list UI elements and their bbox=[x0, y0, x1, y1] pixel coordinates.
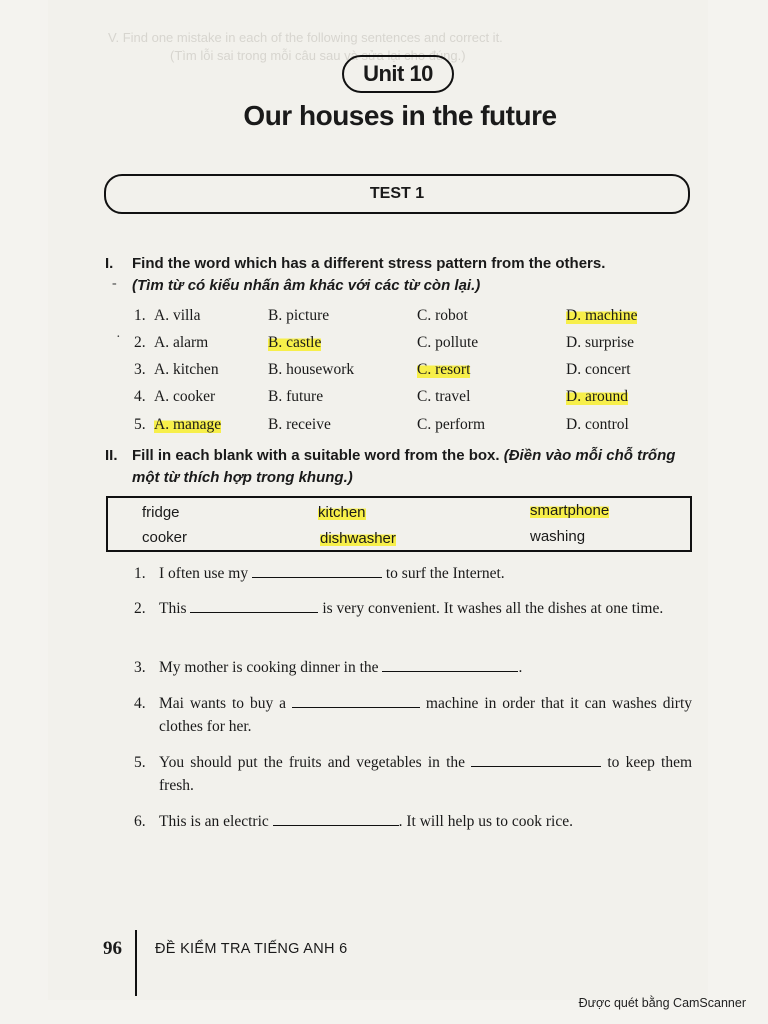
answer-blank[interactable] bbox=[471, 752, 601, 767]
question-number: 1. bbox=[134, 307, 146, 324]
option-a: A. villa bbox=[154, 307, 201, 324]
question-row bbox=[134, 388, 694, 410]
option-a-highlighted: A. manage bbox=[154, 416, 222, 433]
question-number: 4. bbox=[134, 388, 146, 405]
answer-blank[interactable] bbox=[190, 598, 318, 613]
item-number: 6. bbox=[134, 813, 146, 830]
section-2-translation: trống một từ thích hợp trong khung.) bbox=[132, 447, 676, 486]
box-word: fridge bbox=[142, 504, 180, 521]
option-b: B. receive bbox=[268, 416, 331, 433]
test-label: TEST 1 bbox=[104, 174, 690, 214]
question-row bbox=[134, 361, 694, 383]
box-word-highlighted: dishwasher bbox=[320, 530, 396, 547]
scanner-watermark: Được quét bằng CamScanner bbox=[578, 996, 746, 1010]
fill-item bbox=[134, 751, 692, 797]
item-number: 2. bbox=[134, 600, 146, 617]
option-a: A. kitchen bbox=[154, 361, 219, 378]
section-1-heading bbox=[105, 253, 695, 297]
item-text: This is an electric bbox=[159, 813, 269, 830]
option-b: B. picture bbox=[268, 307, 330, 324]
item-text: This bbox=[159, 600, 187, 617]
question-row bbox=[134, 416, 694, 438]
bleed-through-decoration: V. Find one mistake in each of the following sentences and correct it. bbox=[108, 30, 503, 45]
item-text: to surf the Internet. bbox=[385, 565, 505, 582]
pen-mark: · bbox=[116, 330, 121, 345]
item-text: Mai wants to buy a bbox=[159, 695, 287, 712]
book-title: ĐỀ KIỂM TRA TIẾNG ANH 6 bbox=[155, 941, 348, 957]
fill-item bbox=[134, 562, 692, 585]
box-word-highlighted: kitchen bbox=[318, 504, 366, 521]
footer-divider bbox=[135, 930, 137, 996]
option-c-highlighted: C. resort bbox=[417, 361, 471, 378]
option-c: C. robot bbox=[417, 307, 468, 324]
item-text: . It will help us to cook rice. bbox=[398, 813, 573, 830]
item-number: 5. bbox=[134, 754, 146, 771]
item-text: You should put the fruits and vegetables in the bbox=[159, 754, 466, 771]
option-a: A. cooker bbox=[154, 388, 216, 405]
item-number: 1. bbox=[134, 565, 146, 582]
word-box bbox=[106, 496, 692, 552]
option-b: B. housework bbox=[268, 361, 355, 378]
section-2-number: II. bbox=[105, 447, 118, 464]
question-row bbox=[134, 307, 694, 329]
bleed-through-decoration: (Tìm lỗi sai trong mỗi câu sau và sửa lại cho đúng.) bbox=[170, 48, 466, 63]
option-c: C. travel bbox=[417, 388, 471, 405]
option-d: D. concert bbox=[566, 361, 631, 378]
section-1-number: I. bbox=[105, 255, 114, 272]
box-word: cooker bbox=[142, 529, 188, 546]
answer-blank[interactable] bbox=[382, 657, 518, 672]
answer-blank[interactable] bbox=[252, 563, 382, 578]
fill-item bbox=[134, 597, 692, 620]
page-number: 96 bbox=[103, 938, 122, 959]
box-word: washing bbox=[530, 528, 586, 545]
question-number: 3. bbox=[134, 361, 146, 378]
fill-item bbox=[134, 692, 692, 738]
option-a: A. alarm bbox=[154, 334, 209, 351]
item-number: 4. bbox=[134, 695, 146, 712]
unit-label: Unit 10 bbox=[342, 55, 454, 93]
item-text: My mother is cooking dinner in the bbox=[159, 659, 379, 676]
section-2-heading bbox=[105, 445, 695, 489]
question-number: 5. bbox=[134, 416, 146, 433]
item-text: to keep them fresh. bbox=[159, 754, 693, 794]
section-2-instruction: Fill in each blank with a suitable word from the box. bbox=[132, 447, 500, 464]
fill-item bbox=[134, 656, 692, 679]
item-text: I often use my bbox=[159, 565, 249, 582]
option-d-highlighted: D. machine bbox=[566, 307, 638, 324]
page-title: Our houses in the future bbox=[243, 100, 557, 131]
option-d-highlighted: D. around bbox=[566, 388, 628, 405]
answer-blank[interactable] bbox=[292, 693, 420, 708]
section-1-translation: (Tìm từ có kiểu nhấn âm khác với các từ còn lại.) bbox=[132, 277, 481, 294]
question-number: 2. bbox=[134, 334, 146, 351]
item-number: 3. bbox=[134, 659, 146, 676]
option-c: C. perform bbox=[417, 416, 486, 433]
option-b-highlighted: B. castle bbox=[268, 334, 322, 351]
section-2-translation: (Điền vào mỗi chỗ bbox=[503, 447, 633, 464]
item-text: is very convenient. It washes all the dishes at one time. bbox=[322, 600, 664, 617]
pen-mark: - bbox=[112, 276, 117, 291]
option-b: B. future bbox=[268, 388, 324, 405]
option-d: D. surprise bbox=[566, 334, 635, 351]
option-d: D. control bbox=[566, 416, 629, 433]
question-row bbox=[134, 334, 694, 356]
section-1-instruction: Find the word which has a different stress pattern from the others. bbox=[132, 255, 606, 272]
answer-blank[interactable] bbox=[273, 811, 399, 826]
item-text: machine in order that it can washes dirty clothes for her. bbox=[159, 695, 693, 735]
item-text: . bbox=[518, 659, 523, 676]
box-word-highlighted: smartphone bbox=[530, 502, 610, 519]
option-c: C. pollute bbox=[417, 334, 479, 351]
fill-item bbox=[134, 810, 692, 833]
